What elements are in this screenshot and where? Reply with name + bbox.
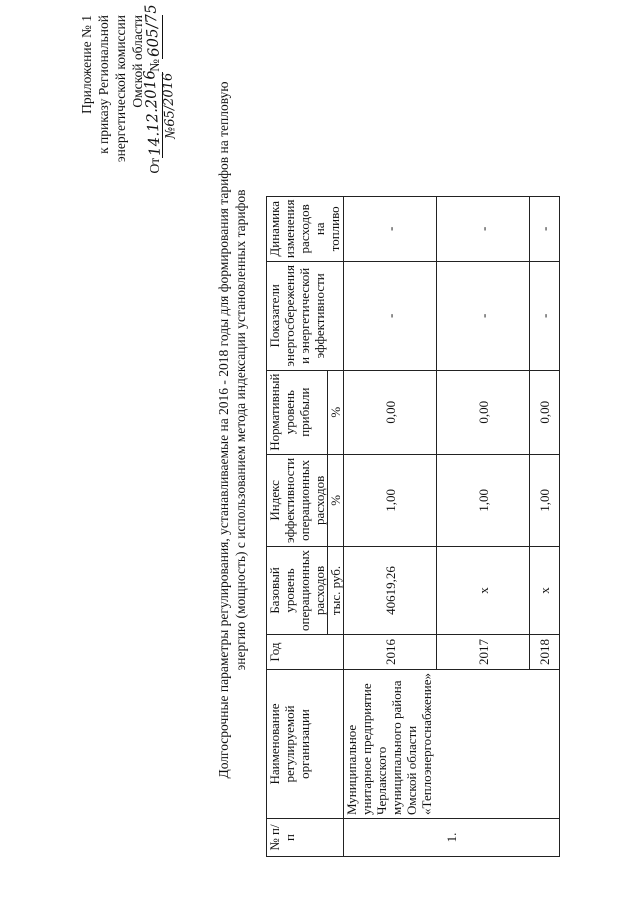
- cell-base: х: [437, 546, 530, 634]
- unit-index: %: [328, 454, 344, 546]
- cell-profit: 0,00: [530, 370, 560, 454]
- appendix-block: [78, 3, 179, 250]
- cell-profit: 0,00: [437, 370, 530, 454]
- appendix-region: Омской области: [130, 15, 145, 108]
- handwritten-extra: №65/2016: [160, 72, 179, 140]
- table-row: [344, 196, 437, 856]
- appendix-title: Приложение № 1: [79, 15, 94, 114]
- organization-name: Муниципальное унитарное предприятие Черлакского муниципального района Омской области «Теплоэнергоснабжение»: [344, 670, 560, 819]
- header-org: Наименование регулируемой организации: [267, 670, 344, 819]
- appendix-order-ref: к приказу Региональной: [96, 15, 111, 154]
- document-heading: [215, 35, 249, 825]
- unit-profit: %: [328, 370, 344, 454]
- appendix-commission: энергетической комиссии: [113, 15, 128, 163]
- cell-year: 2018: [530, 635, 560, 670]
- row-number: 1.: [344, 819, 560, 857]
- header-base: Базовый уровень операционных расходов: [267, 546, 328, 634]
- cell-index: 1,00: [530, 454, 560, 546]
- handwritten-number: 605/75: [141, 3, 163, 58]
- heading-line-1: Долгосрочные параметры регулирования, устанавливаемые на 2016 - 2018 годы для формирования тарифов на тепловую: [216, 81, 231, 779]
- cell-base: х: [530, 546, 560, 634]
- cell-year: 2016: [344, 635, 437, 670]
- cell-index: 1,00: [437, 454, 530, 546]
- header-row: [267, 196, 328, 856]
- header-profit: Нормативный уровень прибыли: [267, 370, 328, 454]
- cell-fuel: -: [344, 196, 437, 262]
- parameters-table: [266, 196, 560, 857]
- unit-base: тыс. руб.: [328, 546, 344, 634]
- cell-fuel: -: [437, 196, 530, 262]
- cell-profit: 0,00: [344, 370, 437, 454]
- handwritten-extra-wrap: [160, 15, 179, 250]
- cell-energy: -: [530, 262, 560, 371]
- cell-index: 1,00: [344, 454, 437, 546]
- cell-year: 2017: [437, 635, 530, 670]
- appendix-date-line: [140, 3, 164, 250]
- cell-base: 40619,26: [344, 546, 437, 634]
- handwritten-date: 14.12.2016: [140, 69, 164, 157]
- header-year: Год: [267, 635, 344, 670]
- cell-energy: -: [437, 262, 530, 371]
- from-label: От: [147, 157, 162, 174]
- header-index: Индекс эффективности операционных расходов: [267, 454, 328, 546]
- number-label: №: [147, 59, 162, 72]
- number-field: [141, 3, 163, 59]
- header-num: № п/п: [267, 819, 344, 857]
- header-fuel: Динамика изменения расходов на топливо: [267, 196, 344, 262]
- heading-line-2: энергию (мощность) с использованием метода индексации установленных тарифов: [233, 189, 248, 671]
- header-energy: Показатели энергосбережения и энергетической эффективности: [267, 262, 344, 371]
- cell-energy: -: [344, 262, 437, 371]
- cell-fuel: -: [530, 196, 560, 262]
